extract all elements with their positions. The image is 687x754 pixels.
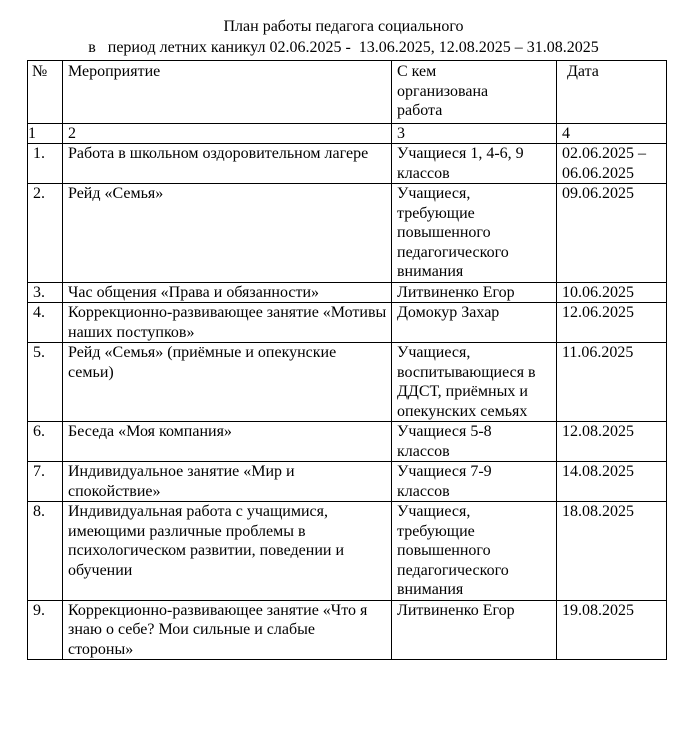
row-with: Учащиеся, воспитывающиеся в ДДСТ, приёмных и опекунских семьях [392,343,557,422]
row-with: Учащиеся, требующие повышенного педагогического внимания [392,502,557,601]
row-date: 18.08.2025 [557,502,667,601]
row-number: 7. [28,462,63,502]
table-row [28,422,667,462]
row-with: Домокур Захар [392,303,557,343]
row-number: 9. [28,600,63,660]
row-date: 12.06.2025 [557,303,667,343]
row-with: Учащиеся 5-8 классов [392,422,557,462]
row-number: 6. [28,422,63,462]
table-row [28,502,667,601]
document-title: План работы педагога социального [223,18,464,35]
row-date: 11.06.2025 [557,343,667,422]
row-event: Коррекционно-развивающее занятие «Что я знаю о себе? Мои сильные и слабые стороны» [63,600,392,660]
row-number: 1. [28,144,63,184]
table-row [28,600,667,660]
row-date: 09.06.2025 [557,184,667,283]
table-row [28,184,667,283]
header-with: С кем организована работа [392,61,557,124]
row-event: Час общения «Права и обязанности» [63,282,392,303]
table-header-row [28,61,667,124]
row-event: Коррекционно-развивающее занятие «Мотивы наших поступков» [63,303,392,343]
row-date: 02.06.2025 – 06.06.2025 [557,144,667,184]
table-row [28,343,667,422]
table-row [28,282,667,303]
header-date: Дата [557,61,667,124]
row-number: 5. [28,343,63,422]
row-date: 14.08.2025 [557,462,667,502]
column-number-1: 1 [28,124,63,144]
row-event: Рейд «Семья» (приёмные и опекунские семьи) [63,343,392,422]
column-number-2: 2 [63,124,392,144]
header-number: № [28,61,63,124]
row-date: 12.08.2025 [557,422,667,462]
header-event: Мероприятие [63,61,392,124]
row-with: Учащиеся, требующие повышенного педагогического внимания [392,184,557,283]
plan-table [27,60,667,660]
row-number: 8. [28,502,63,601]
column-number-3: 3 [392,124,557,144]
document-subtitle: в период летних каникул 02.06.2025 - 13.06.2025, 12.08.2025 – 31.08.2025 [88,39,599,56]
row-event: Индивидуальное занятие «Мир и спокойствие» [63,462,392,502]
row-event: Беседа «Моя компания» [63,422,392,462]
row-number: 2. [28,184,63,283]
row-with: Литвиненко Егор [392,282,557,303]
table-row [28,303,667,343]
column-number-row [28,124,667,144]
row-event: Индивидуальная работа с учащимися, имеющими различные проблемы в психологическом развитии, поведении и обучении [63,502,392,601]
table-row [28,144,667,184]
row-with: Литвиненко Егор [392,600,557,660]
row-event: Работа в школьном оздоровительном лагере [63,144,392,184]
row-date: 19.08.2025 [557,600,667,660]
table-row [28,462,667,502]
row-number: 3. [28,282,63,303]
row-event: Рейд «Семья» [63,184,392,283]
row-with: Учащиеся 7-9 классов [392,462,557,502]
row-number: 4. [28,303,63,343]
row-date: 10.06.2025 [557,282,667,303]
column-number-4: 4 [557,124,667,144]
row-with: Учащиеся 1, 4-6, 9 классов [392,144,557,184]
